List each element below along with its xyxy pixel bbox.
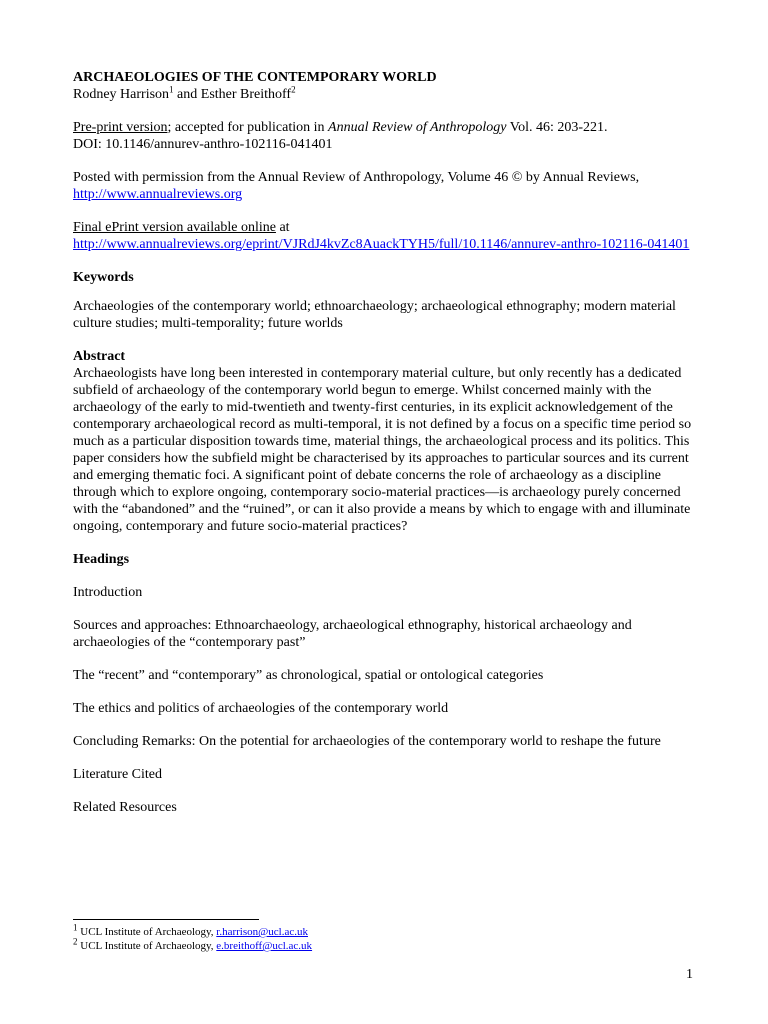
doi-line: DOI: 10.1146/annurev-anthro-102116-041401 [73, 137, 333, 152]
eprint-line [73, 219, 698, 236]
author-separator: and [173, 87, 201, 102]
footnote-text: UCL Institute of Archaeology, [77, 926, 217, 938]
permission-notice [73, 169, 698, 203]
page-number: 1 [686, 967, 693, 982]
preprint-label: Pre-print version [73, 120, 168, 135]
heading-item: The ethics and politics of archaeologies of the contemporary world [73, 701, 449, 716]
email-link-breithoff[interactable]: e.breithoff@ucl.ac.uk [216, 940, 313, 952]
author-line [73, 86, 698, 103]
footnote-number: 1 [73, 922, 78, 933]
preprint-line [73, 119, 698, 136]
preprint-text-2: Vol. 46: 203-221. [506, 120, 608, 135]
heading-item: Concluding Remarks: On the potential for archaeologies of the contemporary world to reshape the future [73, 734, 661, 749]
keywords-text: Archaeologies of the contemporary world; ethnoarchaeology; archaeological ethnography; modern material culture studies; multi-temporality; future worlds [73, 299, 676, 331]
footnote-ref-1: 1 [169, 84, 174, 95]
footnote-ref-2: 2 [291, 84, 296, 95]
eprint-link-para [73, 236, 698, 253]
heading-item: Literature Cited [73, 767, 163, 782]
heading-item: The “recent” and “contemporary” as chronological, spatial or ontological categories [73, 668, 544, 683]
author-2: Esther Breithoff [200, 87, 292, 102]
permission-text: Posted with permission from the Annual Review of Anthropology, Volume 46 © by Annual Reviews, [73, 170, 640, 185]
heading-item: Related Resources [73, 800, 177, 815]
footnote-1 [73, 922, 312, 939]
abstract-text: Archaeologists have long been interested in contemporary material culture, but only recently has a dedicated subfield of archaeology of the contemporary world begun to emerge. Whilst concerned mainly with the archaeology of the early to mid-twentieth and twenty-first centuries, in its explicit acknowledgement of the contemporary archaeological record as multi-temporal, it is not defined by a focus on a specific time period so much as a particular disposition towards time, material things, the archaeological process and its politics. This paper considers how the subfield might be characterised by its approaches to particular sources and its current and emerging thematic foci. A significant point of debate concerns the role of archaeology as a discipline through which to explore ongoing, contemporary socio-material practices—is archaeology purely concerned with the “abandoned” and the “ruined”, or can it also provide a means by which to engage with and illuminate ongoing, contemporary and future socio-material practices? [73, 366, 692, 534]
abstract-heading: Abstract [73, 349, 126, 364]
eprint-link[interactable]: http://www.annualreviews.org/eprint/VJRdJ4kvZc8AuackTYH5/full/10.1146/annurev-anthro-102116-041401 [73, 237, 690, 252]
heading-item: Introduction [73, 585, 143, 600]
footnote-2 [73, 936, 313, 953]
author-1: Rodney Harrison [73, 87, 170, 102]
heading-item: Sources and approaches: Ethnoarchaeology, archaeological ethnography, historical archaeology and archaeologies of the “contemporary past” [73, 618, 632, 650]
footnotes [73, 922, 313, 953]
page-content [73, 69, 698, 816]
footnote-number: 2 [73, 936, 78, 947]
eprint-label: Final ePrint version available online [73, 220, 276, 235]
paper-title: ARCHAEOLOGIES OF THE CONTEMPORARY WORLD [73, 70, 437, 85]
annualreviews-link[interactable]: http://www.annualreviews.org [73, 187, 243, 202]
preprint-text-1: ; accepted for publication in [167, 120, 329, 135]
journal-name: Annual Review of Anthropology [328, 120, 507, 135]
keywords-heading: Keywords [73, 270, 134, 285]
footnote-divider [73, 919, 259, 920]
headings-heading: Headings [73, 552, 130, 567]
eprint-at: at [275, 220, 290, 235]
email-link-harrison[interactable]: r.harrison@ucl.ac.uk [216, 926, 308, 938]
footnote-text: UCL Institute of Archaeology, [77, 940, 217, 952]
